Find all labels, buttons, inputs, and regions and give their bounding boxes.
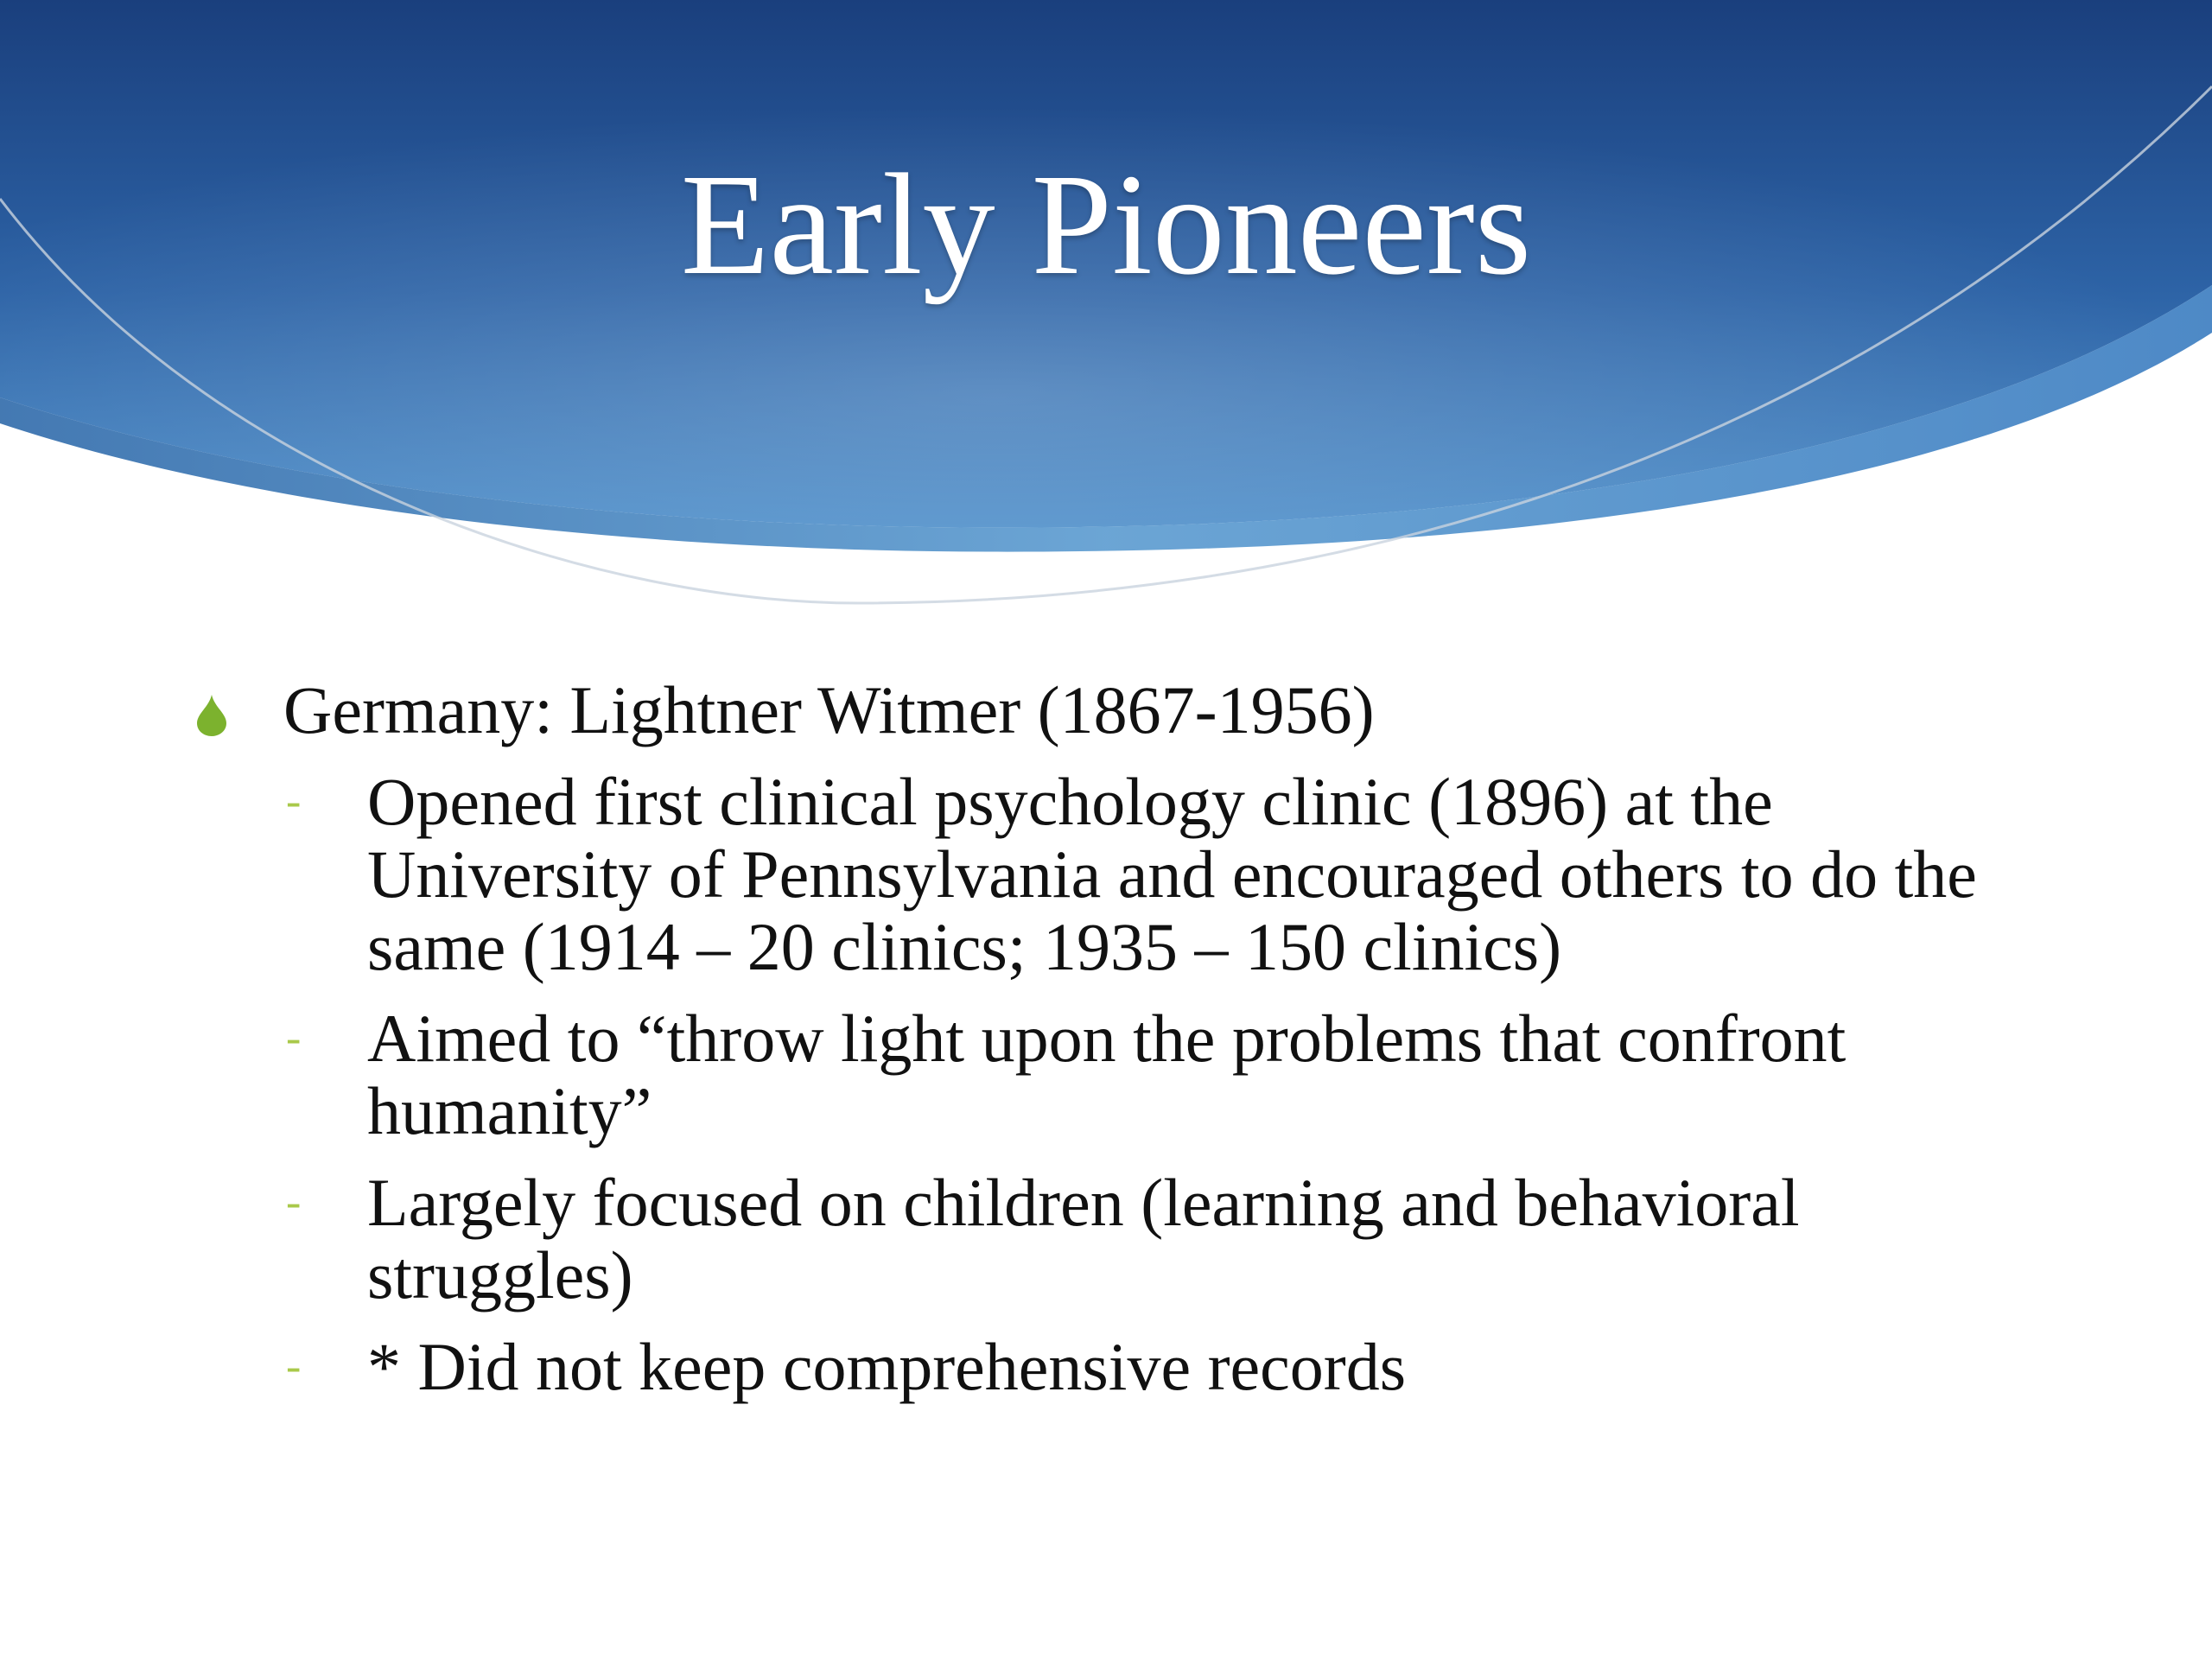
sub-bullet-item: [197, 1331, 2037, 1403]
bullet-text: Germany: Lightner Witmer (1867-1956): [283, 672, 1375, 747]
dash-marker: -: [286, 1178, 302, 1227]
sub-bullet-text: Aimed to “throw light upon the problems that confront humanity”: [367, 1001, 1847, 1148]
dash-marker: -: [286, 1342, 302, 1391]
dash-marker: -: [286, 777, 302, 826]
sub-bullet-item: [197, 1166, 2037, 1312]
header-swoosh-background: [0, 0, 2212, 622]
sub-bullet-item: [197, 1002, 2037, 1147]
sub-bullet-text: * Did not keep comprehensive records: [367, 1329, 1407, 1404]
bullet-item: [197, 674, 2037, 747]
slide-title: Early Pioneers: [680, 144, 1532, 305]
sub-bullet-list: [197, 766, 2037, 1403]
sub-bullet-item: [197, 766, 2037, 983]
leaf-drop-bullet-icon: [197, 695, 226, 736]
dash-marker: -: [286, 1014, 302, 1063]
sub-bullet-text: Largely focused on children (learning and behavioral struggles): [367, 1165, 1800, 1313]
sub-bullet-text: Opened first clinical psychology clinic (1896) at the University of Pennsylvania and encouraged others to do the same (1914 – 20 clinics; 1935 – 150 clinics): [367, 764, 1977, 984]
slide-content: [197, 674, 2037, 1422]
